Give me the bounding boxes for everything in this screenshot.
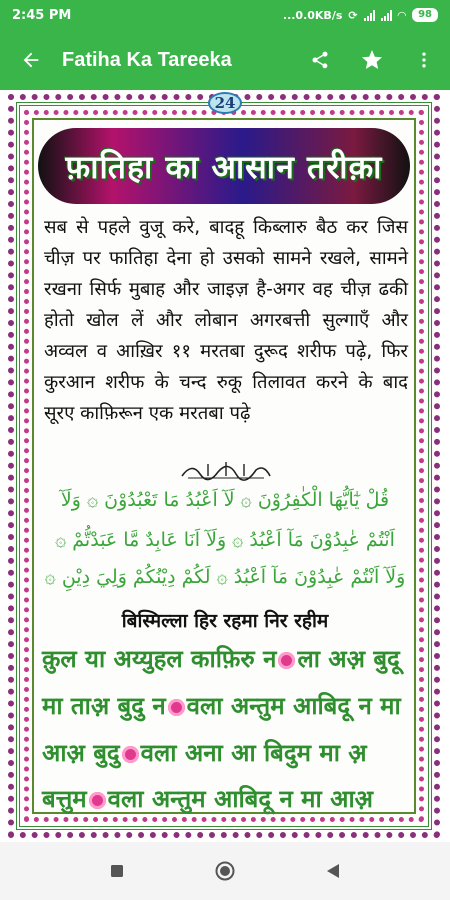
- calligraphy-ornament: [178, 456, 274, 484]
- ayah-marker-icon: [278, 652, 295, 669]
- transliteration-text: वला अना आ बिदुम मा अ़: [140, 739, 367, 767]
- transliteration-text: मा ताअ़ बुदु न: [42, 692, 166, 720]
- wifi-icon: ◠: [397, 8, 407, 22]
- more-vert-icon: [414, 50, 434, 70]
- arabic-verse-line: وَلَآ اَنْتُمْ عٰبِدُوْنَ مَآ اَعْبُدُ ۞ لَكُمْ دِيْنُكُمْ وَلِيَ دِيْنِ ۞: [44, 566, 406, 588]
- favorite-button[interactable]: [346, 30, 398, 90]
- instruction-text: सब से पहले वुजू करे, बादहू किब्लारु बैठ कर जिस चीज़ पर फातिहा देना हो उसको सामने रखले, सामने रखना सिर्फ मुबाह और जाइज़ है-अगर वह चीज़ ढकी होतो खोल लें और लोबान अगरबत्ती सुल्गाएँ और अव्वल व आख़िर ११ मरतबा दुरूद शरीफ पढ़े, फिर कुरआन शरीफ के चन्द रुकू तिलावत करने के बाद सूरए काफ़िरून एक मरतबा पढ़े: [44, 217, 408, 424]
- recents-button[interactable]: [107, 861, 127, 881]
- system-nav-bar: [0, 842, 450, 900]
- transliteration-text: आअ़ बुदु: [42, 739, 120, 767]
- triangle-back-icon: [326, 863, 340, 879]
- battery-icon: 98: [412, 8, 438, 22]
- page-heading: फ़ातिहा का आसान तरीक़ा: [65, 147, 383, 186]
- page-viewer[interactable]: [0, 90, 450, 842]
- app-bar: [0, 30, 450, 90]
- transliteration-line: [42, 642, 412, 675]
- status-bar: [0, 0, 450, 30]
- signal-icon-2: [381, 10, 392, 21]
- ayah-marker-icon: [122, 746, 139, 763]
- star-icon: [360, 48, 384, 72]
- square-icon: [110, 864, 124, 878]
- transliteration-line: [42, 782, 412, 815]
- share-button[interactable]: [294, 30, 346, 90]
- arrow-left-icon: [20, 49, 42, 71]
- status-time: 2:45 PM: [12, 7, 72, 23]
- book-page: [8, 94, 440, 838]
- status-icons: [283, 8, 438, 22]
- title-banner: [38, 128, 410, 204]
- share-icon: [310, 50, 330, 70]
- app-title: Fatiha Ka Tareeka: [62, 48, 232, 71]
- back-nav-button[interactable]: [323, 861, 343, 881]
- ayah-marker-icon: [89, 792, 106, 809]
- network-speed: ...0.0KB/s: [282, 8, 343, 22]
- transliteration-line: [42, 689, 412, 722]
- back-button[interactable]: [0, 30, 62, 90]
- arabic-verse-line: قُلْ يٰٓاَيُّهَا الْكٰفِرُوْنَ ۞ لَآ اَعْبُدُ مَا تَعْبُدُوْنَ ۞ وَلَآ: [60, 489, 390, 511]
- transliteration-text: बत्तुम: [42, 785, 87, 813]
- signal-icon: [364, 10, 375, 21]
- more-options-button[interactable]: [398, 30, 450, 90]
- circle-icon: [215, 861, 235, 881]
- home-button[interactable]: [215, 861, 235, 881]
- sync-icon: ⟳: [348, 8, 358, 22]
- transliteration-text: वला अन्तुम आबिदू न मा आअ़: [107, 785, 373, 813]
- transliteration-text: क़ुल या अय्युहल काफ़िरु न: [42, 645, 277, 673]
- transliteration-line: [42, 736, 412, 769]
- transliteration-text: वला अन्तुम आबिदू न मा: [186, 692, 401, 720]
- ayah-marker-icon: [168, 699, 185, 716]
- transliteration-text: ला अअ़ बुदू: [297, 645, 400, 673]
- page-number: 24: [208, 92, 242, 114]
- arabic-verse-line: اَنْتُمْ عٰبِدُوْنَ مَآ اَعْبُدُ ۞ وَلَآ اَنَا عَابِدٌ مَّا عَبَدْتُّمْ ۞: [55, 529, 395, 551]
- bismillah-heading: बिस्मिल्ला हिर रहमा निर रहीम: [121, 610, 329, 632]
